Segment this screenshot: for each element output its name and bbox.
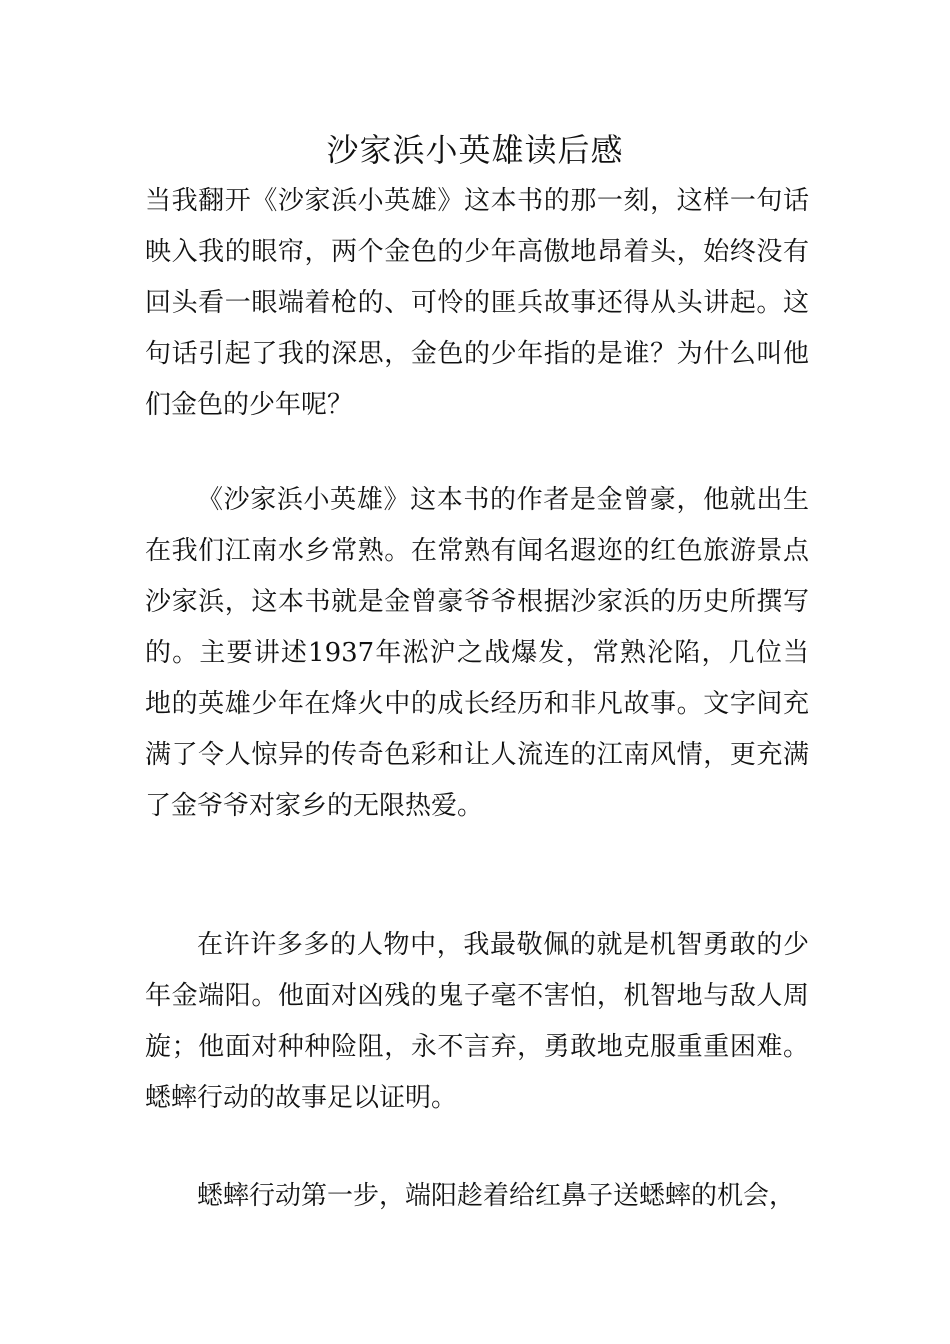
paragraph-1: 当我翻开《沙家浜小英雄》这本书的那一刻，这样一句话映入我的眼帘，两个金色的少年高傲地昂着头，始终没有回头看一眼端着枪的、可怜的匪兵故事还得从头讲起。这句话引起了我的深思，金色的少年指的是谁？为什么叫他们金色的少年呢？ [145, 186, 809, 420]
paragraph-4: 蟋蟀行动第一步，端阳趁着给红鼻子送蟋蟀的机会， [197, 1181, 796, 1211]
paragraph-3: 在许许多多的人物中，我最敬佩的就是机智勇敢的少年金端阳。他面对凶残的鬼子毫不害怕，机智地与敌人周旋；他面对种种险阻，永不言弃，勇敢地克服重重困难。蟋蟀行动的故事足以证明。 [145, 930, 809, 1113]
paragraph-2: 《沙家浜小英雄》这本书的作者是金曾豪，他就出生在我们江南水乡常熟。在常熟有闻名遐迩的红色旅游景点沙家浜，这本书就是金曾豪爷爷根据沙家浜的历史所撰写的。主要讲述1937年淞沪之战爆发，常熟沦陷，几位当地的英雄少年在烽火中的成长经历和非凡故事。文字间充满了令人惊异的传奇色彩和让人流连的江南风情，更充满了金爷爷对家乡的无限热爱。 [145, 485, 809, 821]
document-title: 沙家浜小英雄读后感 [326, 131, 624, 169]
